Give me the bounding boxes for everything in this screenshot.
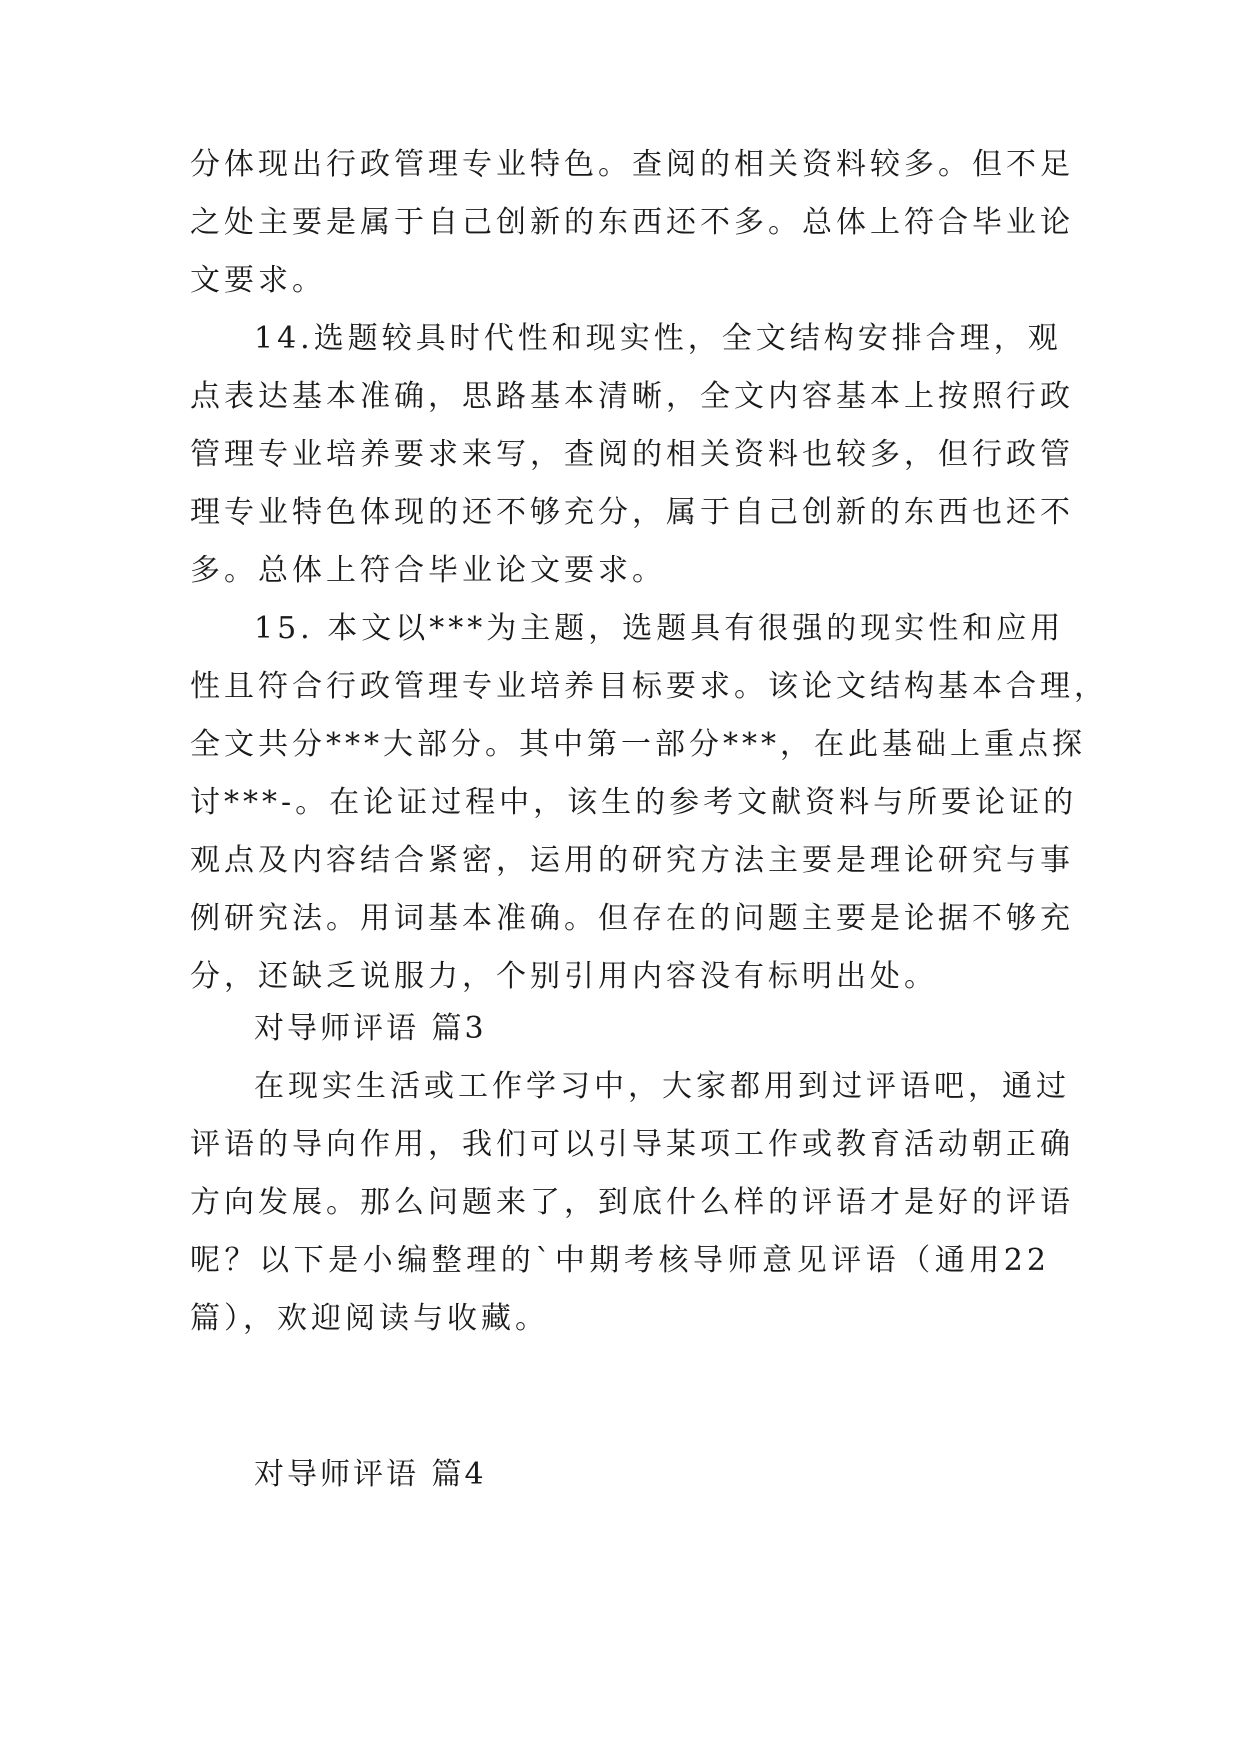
text-line: 分体现出行政管理专业特色。查阅的相关资料较多。但不足 — [190, 147, 1074, 182]
text-line: 全文共分***大部分。其中第一部分***，在此基础上重点探 — [190, 727, 1086, 762]
section-heading-4: 对导师评语 篇4 — [254, 1457, 487, 1492]
text-line: 15. 本文以***为主题，选题具有很强的现实性和应用 — [254, 611, 1065, 646]
paragraph-15 — [190, 600, 1108, 1006]
text-line: 方向发展。那么问题来了，到底什么样的评语才是好的评语 — [190, 1185, 1074, 1220]
text-line: 之处主要是属于自己创新的东西还不多。总体上符合毕业论 — [190, 205, 1074, 240]
text-line: 呢？以下是小编整理的`中期考核导师意见评语（通用22 — [190, 1243, 1050, 1278]
paragraph-continued — [190, 136, 1074, 310]
text-line: 观点及内容结合紧密，运用的研究方法主要是理论研究与事 — [190, 843, 1074, 878]
text-line: 多。总体上符合毕业论文要求。 — [190, 553, 666, 588]
section-heading-3: 对导师评语 篇3 — [254, 1011, 487, 1046]
text-line: 性且符合行政管理专业培养目标要求。该论文结构基本合理， — [190, 669, 1108, 704]
text-line: 文要求。 — [190, 263, 326, 298]
text-line: 例研究法。用词基本准确。但存在的问题主要是论据不够充 — [190, 901, 1074, 936]
text-line: 理专业特色体现的还不够充分，属于自己创新的东西也还不 — [190, 495, 1074, 530]
text-line: 14.选题较具时代性和现实性，全文结构安排合理，观 — [254, 321, 1062, 356]
text-line: 在现实生活或工作学习中，大家都用到过评语吧，通过 — [254, 1069, 1070, 1104]
text-line: 管理专业培养要求来写，查阅的相关资料也较多，但行政管 — [190, 437, 1074, 472]
paragraph-intro — [190, 1058, 1074, 1348]
text-line: 分，还缺乏说服力，个别引用内容没有标明出处。 — [190, 959, 938, 994]
text-line: 篇），欢迎阅读与收藏。 — [190, 1301, 549, 1336]
text-line: 评语的导向作用，我们可以引导某项工作或教育活动朝正确 — [190, 1127, 1074, 1162]
paragraph-14 — [190, 310, 1074, 600]
text-line: 点表达基本准确，思路基本清晰，全文内容基本上按照行政 — [190, 379, 1074, 414]
text-line: 讨***-。在论证过程中，该生的参考文献资料与所要论证的 — [190, 785, 1078, 820]
